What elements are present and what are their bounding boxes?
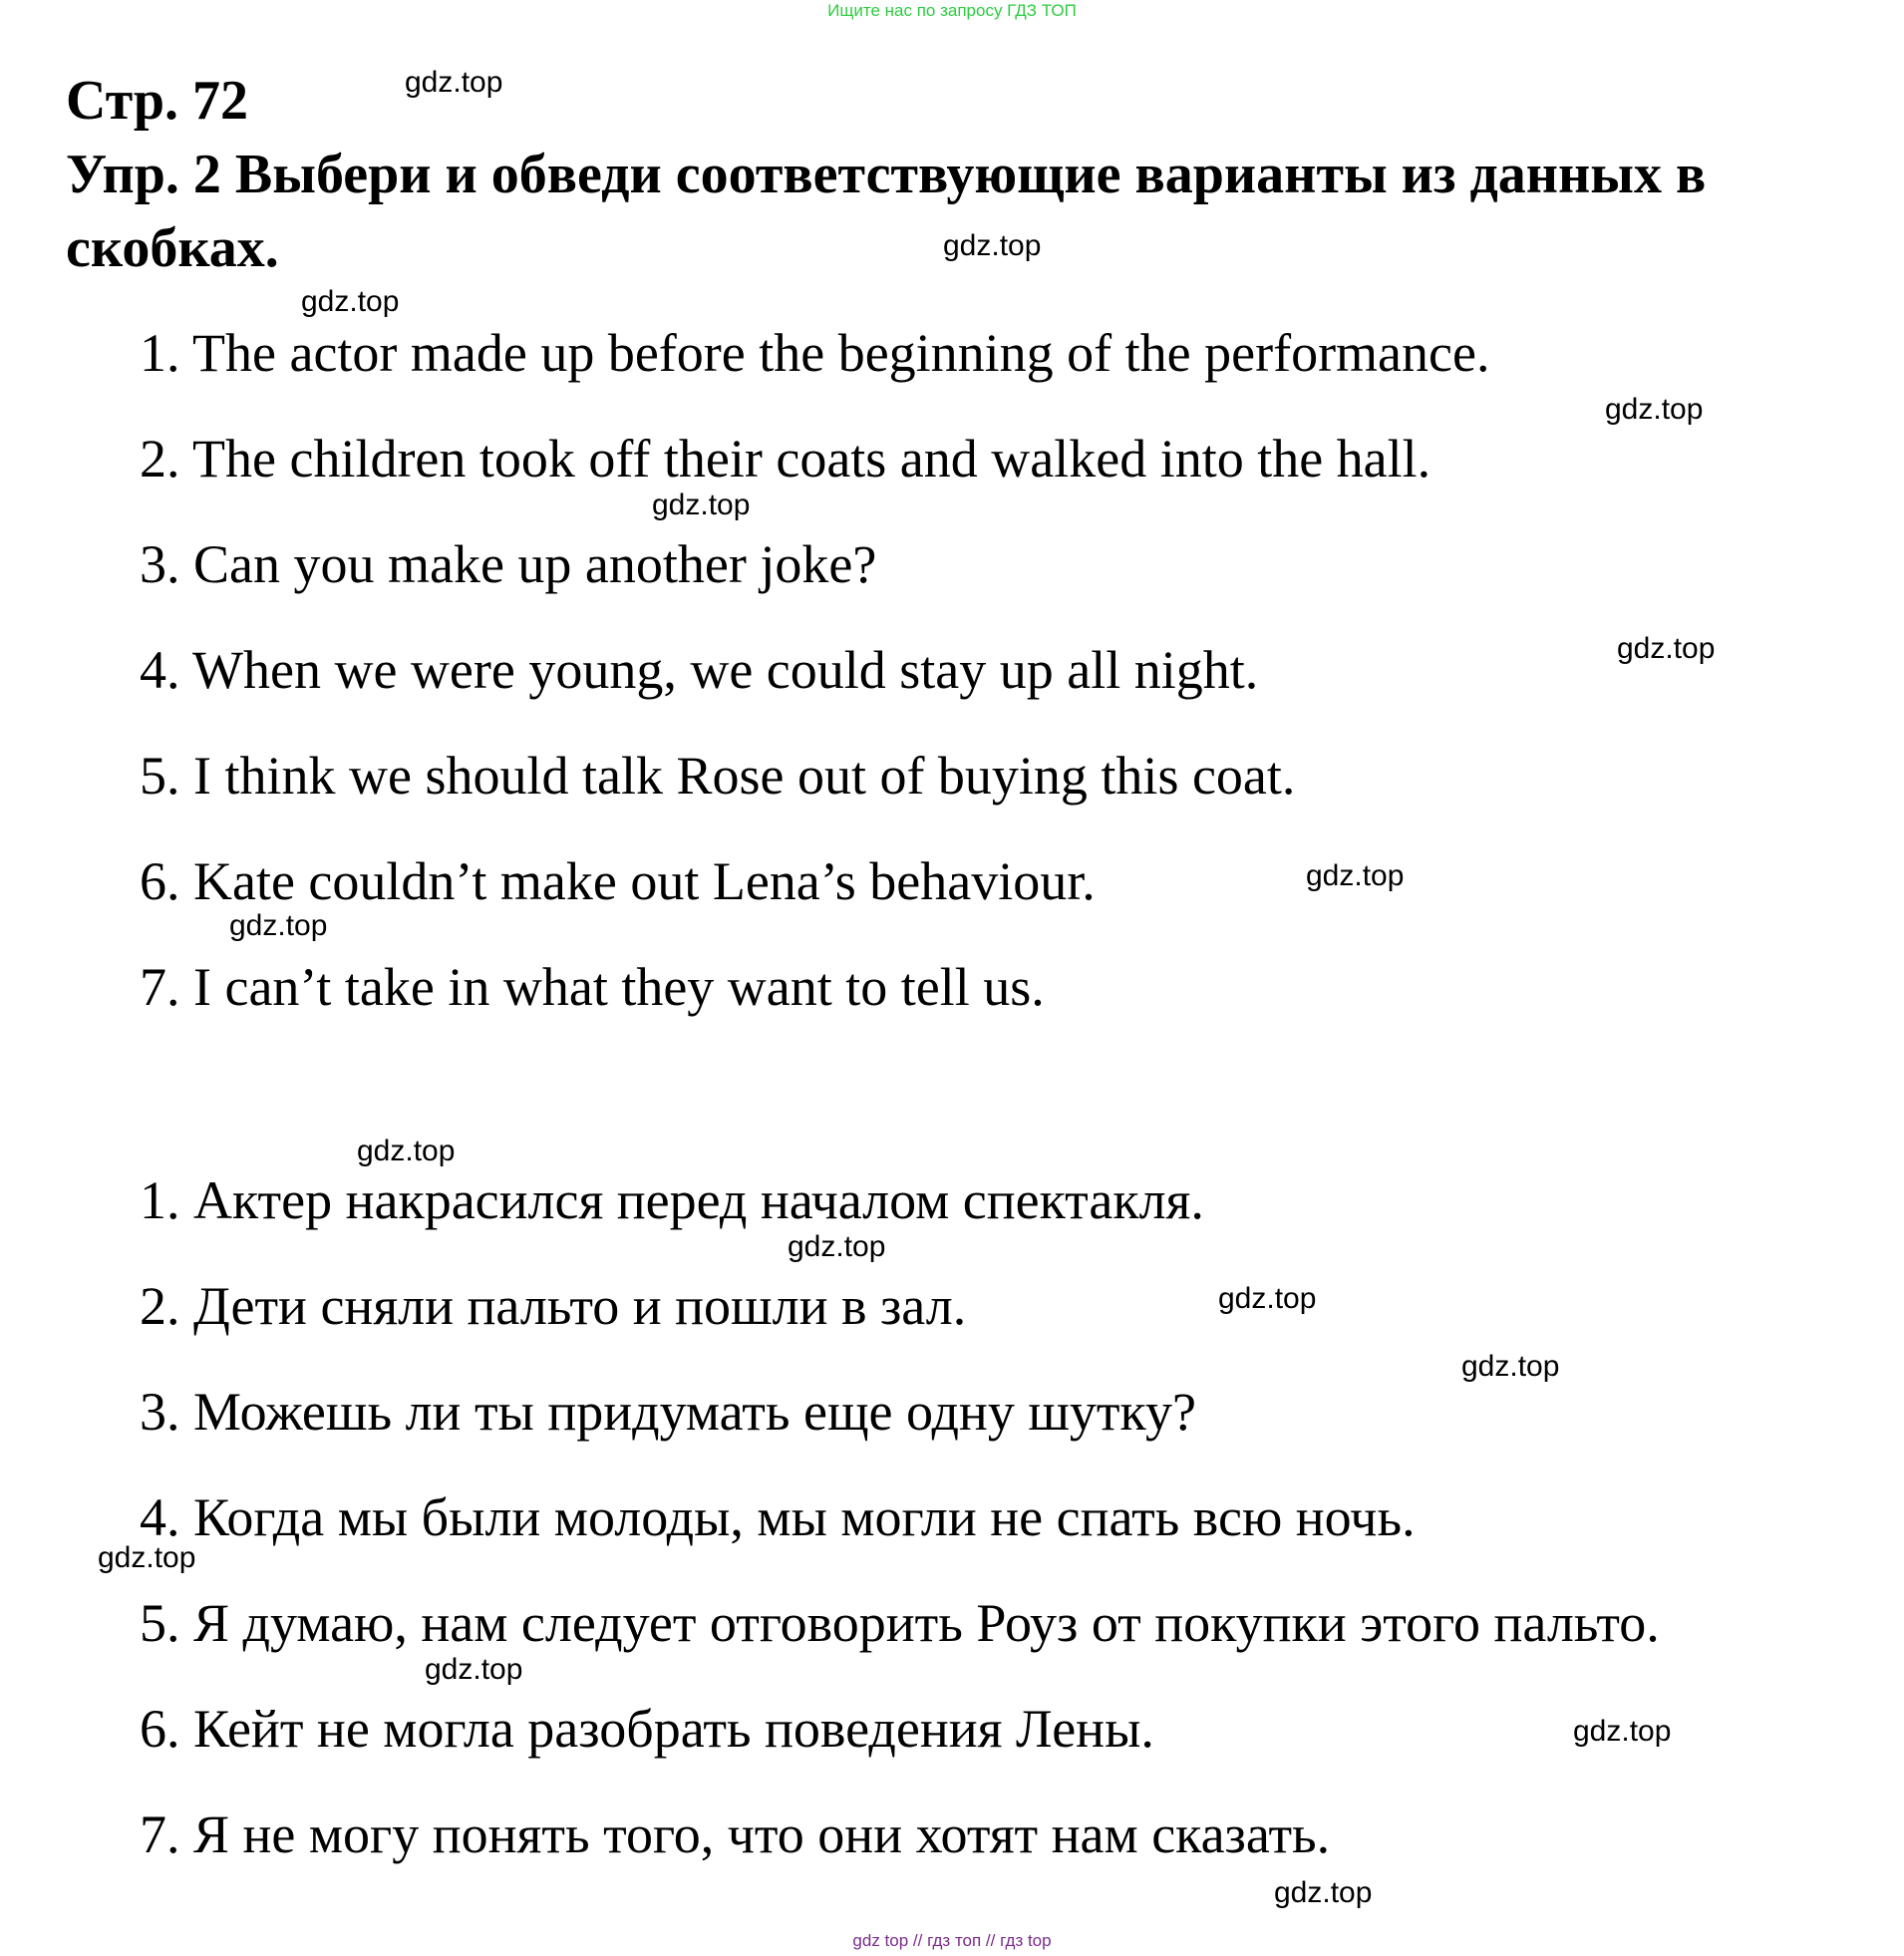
page-number: Стр. 72 xyxy=(66,70,249,132)
watermark: gdz.top xyxy=(943,229,1042,262)
russian-sentence-5: 5. Я думаю, нам следует отговорить Роуз от покупки этого пальто. xyxy=(140,1593,1660,1653)
watermark: gdz.top xyxy=(1573,1715,1672,1748)
top-banner: Ищите нас по запросу ГДЗ ТОП xyxy=(827,1,1077,20)
watermark: gdz.top xyxy=(788,1230,886,1263)
exercise-title: Упр. 2 Выбери и обведи соответствующие варианты из данных в скобках. xyxy=(66,144,1707,279)
english-sentence-3: 3. Can you make up another joke? xyxy=(140,534,877,594)
english-sentence-7: 7. I can’t take in what they want to tell us. xyxy=(140,957,1045,1017)
watermark: gdz.top xyxy=(1306,859,1405,892)
watermark: gdz.top xyxy=(1218,1282,1317,1315)
english-sentence-5: 5. I think we should talk Rose out of buying this coat. xyxy=(140,746,1296,806)
russian-sentence-2: 2. Дети сняли пальто и пошли в зал. xyxy=(140,1276,967,1336)
russian-sentence-3: 3. Можешь ли ты придумать еще одну шутку? xyxy=(140,1382,1196,1442)
watermark: gdz.top xyxy=(357,1135,456,1167)
watermark: gdz.top xyxy=(405,66,503,99)
watermark: gdz.top xyxy=(425,1653,523,1686)
watermark: gdz.top xyxy=(1605,393,1704,426)
russian-sentence-4: 4. Когда мы были молоды, мы могли не спать всю ночь. xyxy=(140,1487,1416,1547)
russian-sentence-1: 1. Актер накрасился перед началом спектакля. xyxy=(140,1170,1204,1230)
russian-sentence-6: 6. Кейт не могла разобрать поведения Лены. xyxy=(140,1699,1154,1759)
watermark: gdz.top xyxy=(98,1541,196,1574)
english-sentence-4: 4. When we were young, we could stay up all night. xyxy=(140,640,1259,700)
watermark: gdz.top xyxy=(229,909,328,942)
english-sentence-1: 1. The actor made up before the beginning of the performance. xyxy=(140,323,1490,383)
watermark: gdz.top xyxy=(301,285,400,318)
watermark: gdz.top xyxy=(1274,1876,1373,1909)
watermark: gdz.top xyxy=(1617,632,1716,665)
english-sentence-6: 6. Kate couldn’t make out Lena’s behaviour. xyxy=(140,851,1096,911)
english-sentence-2: 2. The children took off their coats and walked into the hall. xyxy=(140,429,1431,489)
russian-sentence-7: 7. Я не могу понять того, что они хотят нам сказать. xyxy=(140,1804,1331,1864)
footer: gdz top // гдз топ // гдз top xyxy=(852,1931,1052,1950)
watermark: gdz.top xyxy=(652,489,751,521)
watermark: gdz.top xyxy=(1461,1350,1560,1383)
